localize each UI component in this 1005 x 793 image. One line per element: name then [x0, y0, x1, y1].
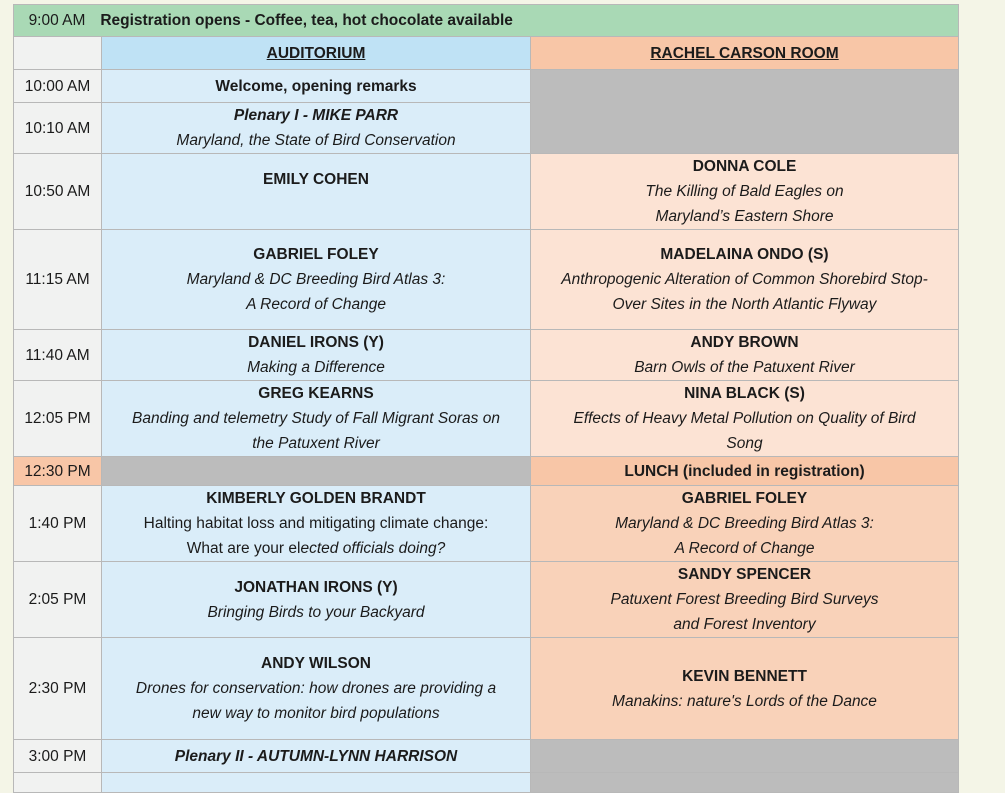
talk-title: Anthropogenic Alteration of Common Shorebird Stop-: [561, 271, 928, 288]
session-cell: EMILY COHEN: [102, 154, 531, 230]
session-cell: Plenary II - AUTUMN-LYNN HARRISON: [102, 740, 531, 773]
session-cell: [102, 330, 531, 381]
speaker-name: SANDY SPENCER: [677, 566, 812, 583]
talk-title: The Killing of Bald Eagles on: [645, 183, 844, 200]
talk-title: new way to monitor bird populations: [192, 705, 440, 722]
empty-session-cell: [531, 70, 959, 154]
speaker-name: Plenary I - MIKE PARR: [233, 107, 399, 124]
session-cell: [531, 486, 959, 562]
session-cell: Welcome, opening remarks: [102, 70, 531, 103]
talk-title: Maryland, the State of Bird Conservation: [176, 132, 456, 149]
speaker-name: ANDY BROWN: [690, 334, 799, 351]
talk-title: Song: [726, 435, 763, 452]
talk-title: the Patuxent River: [252, 435, 380, 452]
registration-cell: [14, 5, 959, 37]
table-row: [14, 330, 959, 381]
speaker-name: MADELAINA ONDO (S): [660, 246, 829, 263]
talk-title: A Record of Change: [674, 540, 815, 557]
lunch-cell: LUNCH (included in registration): [531, 457, 959, 486]
registration-text: Registration opens - Coffee, tea, hot chocolate available: [100, 12, 513, 29]
time-cell: 10:10 AM: [14, 103, 102, 154]
speaker-name: KEVIN BENNETT: [682, 667, 807, 685]
time-cell: 12:05 PM: [14, 381, 102, 457]
table-row: [14, 457, 959, 486]
table-row: [14, 70, 959, 103]
speaker-name: GREG KEARNS: [258, 385, 374, 402]
talk-title-part: ected officials doing?: [300, 540, 446, 557]
session-cell: [102, 638, 531, 740]
session-cell: [102, 562, 531, 638]
speaker-name: GABRIEL FOLEY: [681, 490, 808, 507]
header-blank: [14, 37, 102, 70]
session-cell: [531, 330, 959, 381]
talk-title: Barn Owls of the Patuxent River: [634, 359, 855, 376]
talk-title: and Forest Inventory: [673, 616, 816, 633]
talk-title: Over Sites in the North Atlantic Flyway: [612, 296, 877, 313]
table-row: [14, 381, 959, 457]
session-cell: [531, 154, 959, 230]
auditorium-header: AUDITORIUM: [102, 37, 531, 70]
session-cell: [102, 486, 531, 562]
speaker-name: NINA BLACK (S): [684, 385, 805, 402]
table-row: [14, 154, 959, 230]
time-cell: 3:00 PM: [14, 740, 102, 773]
talk-title: Bringing Birds to your Backyard: [207, 603, 425, 621]
session-cell: [531, 638, 959, 740]
schedule-table: [13, 4, 959, 793]
session-cell: [531, 381, 959, 457]
time-cell: 1:40 PM: [14, 486, 102, 562]
speaker-name: DONNA COLE: [692, 158, 797, 175]
time-cell: 11:40 AM: [14, 330, 102, 381]
talk-title-part: What are your el: [186, 540, 301, 557]
speaker-name: DANIEL IRONS (Y): [248, 334, 384, 351]
talk-title: Halting habitat loss and mitigating climate change:: [143, 515, 489, 532]
speaker-name: GABRIEL FOLEY: [253, 246, 379, 263]
header-row: [14, 37, 959, 70]
session-cell: [531, 562, 959, 638]
talk-title: Drones for conservation: how drones are providing a: [135, 680, 497, 697]
talk-title: Effects of Heavy Metal Pollution on Quality of Bird: [573, 410, 916, 427]
session-cell: [531, 230, 959, 330]
time-cell: 11:15 AM: [14, 230, 102, 330]
speaker-name: JONATHAN IRONS (Y): [234, 578, 398, 596]
talk-title-line: [102, 536, 530, 561]
time-cell: 2:05 PM: [14, 562, 102, 638]
session-cell: [102, 230, 531, 330]
empty-session-cell: [102, 457, 531, 486]
time-cell: 12:30 PM: [14, 457, 102, 486]
speaker-name: KIMBERLY GOLDEN BRANDT: [206, 490, 426, 507]
registration-time: 9:00 AM: [28, 12, 86, 29]
talk-title: Maryland & DC Breeding Bird Atlas 3:: [186, 271, 446, 288]
talk-title: Making a Difference: [247, 359, 385, 376]
empty-session-cell: [531, 740, 959, 773]
talk-title: Banding and telemetry Study of Fall Migrant Soras on: [132, 410, 500, 427]
registration-row: [14, 5, 959, 37]
speaker-name: ANDY WILSON: [261, 655, 371, 672]
table-row: [14, 486, 959, 562]
session-cell: [102, 381, 531, 457]
talk-title: Maryland’s Eastern Shore: [655, 208, 834, 225]
session-cell: [102, 103, 531, 154]
table-row: [14, 230, 959, 330]
carson-header: RACHEL CARSON ROOM: [531, 37, 959, 70]
time-cell: 10:50 AM: [14, 154, 102, 230]
talk-title: Patuxent Forest Breeding Bird Surveys: [610, 591, 879, 608]
time-cell: 10:00 AM: [14, 70, 102, 103]
talk-title: Manakins: nature's Lords of the Dance: [612, 692, 877, 710]
talk-title: A Record of Change: [246, 296, 386, 313]
table-row: [14, 562, 959, 638]
time-cell: 2:30 PM: [14, 638, 102, 740]
table-row: [14, 740, 959, 773]
talk-title: Maryland & DC Breeding Bird Atlas 3:: [615, 515, 874, 532]
table-row: [14, 638, 959, 740]
